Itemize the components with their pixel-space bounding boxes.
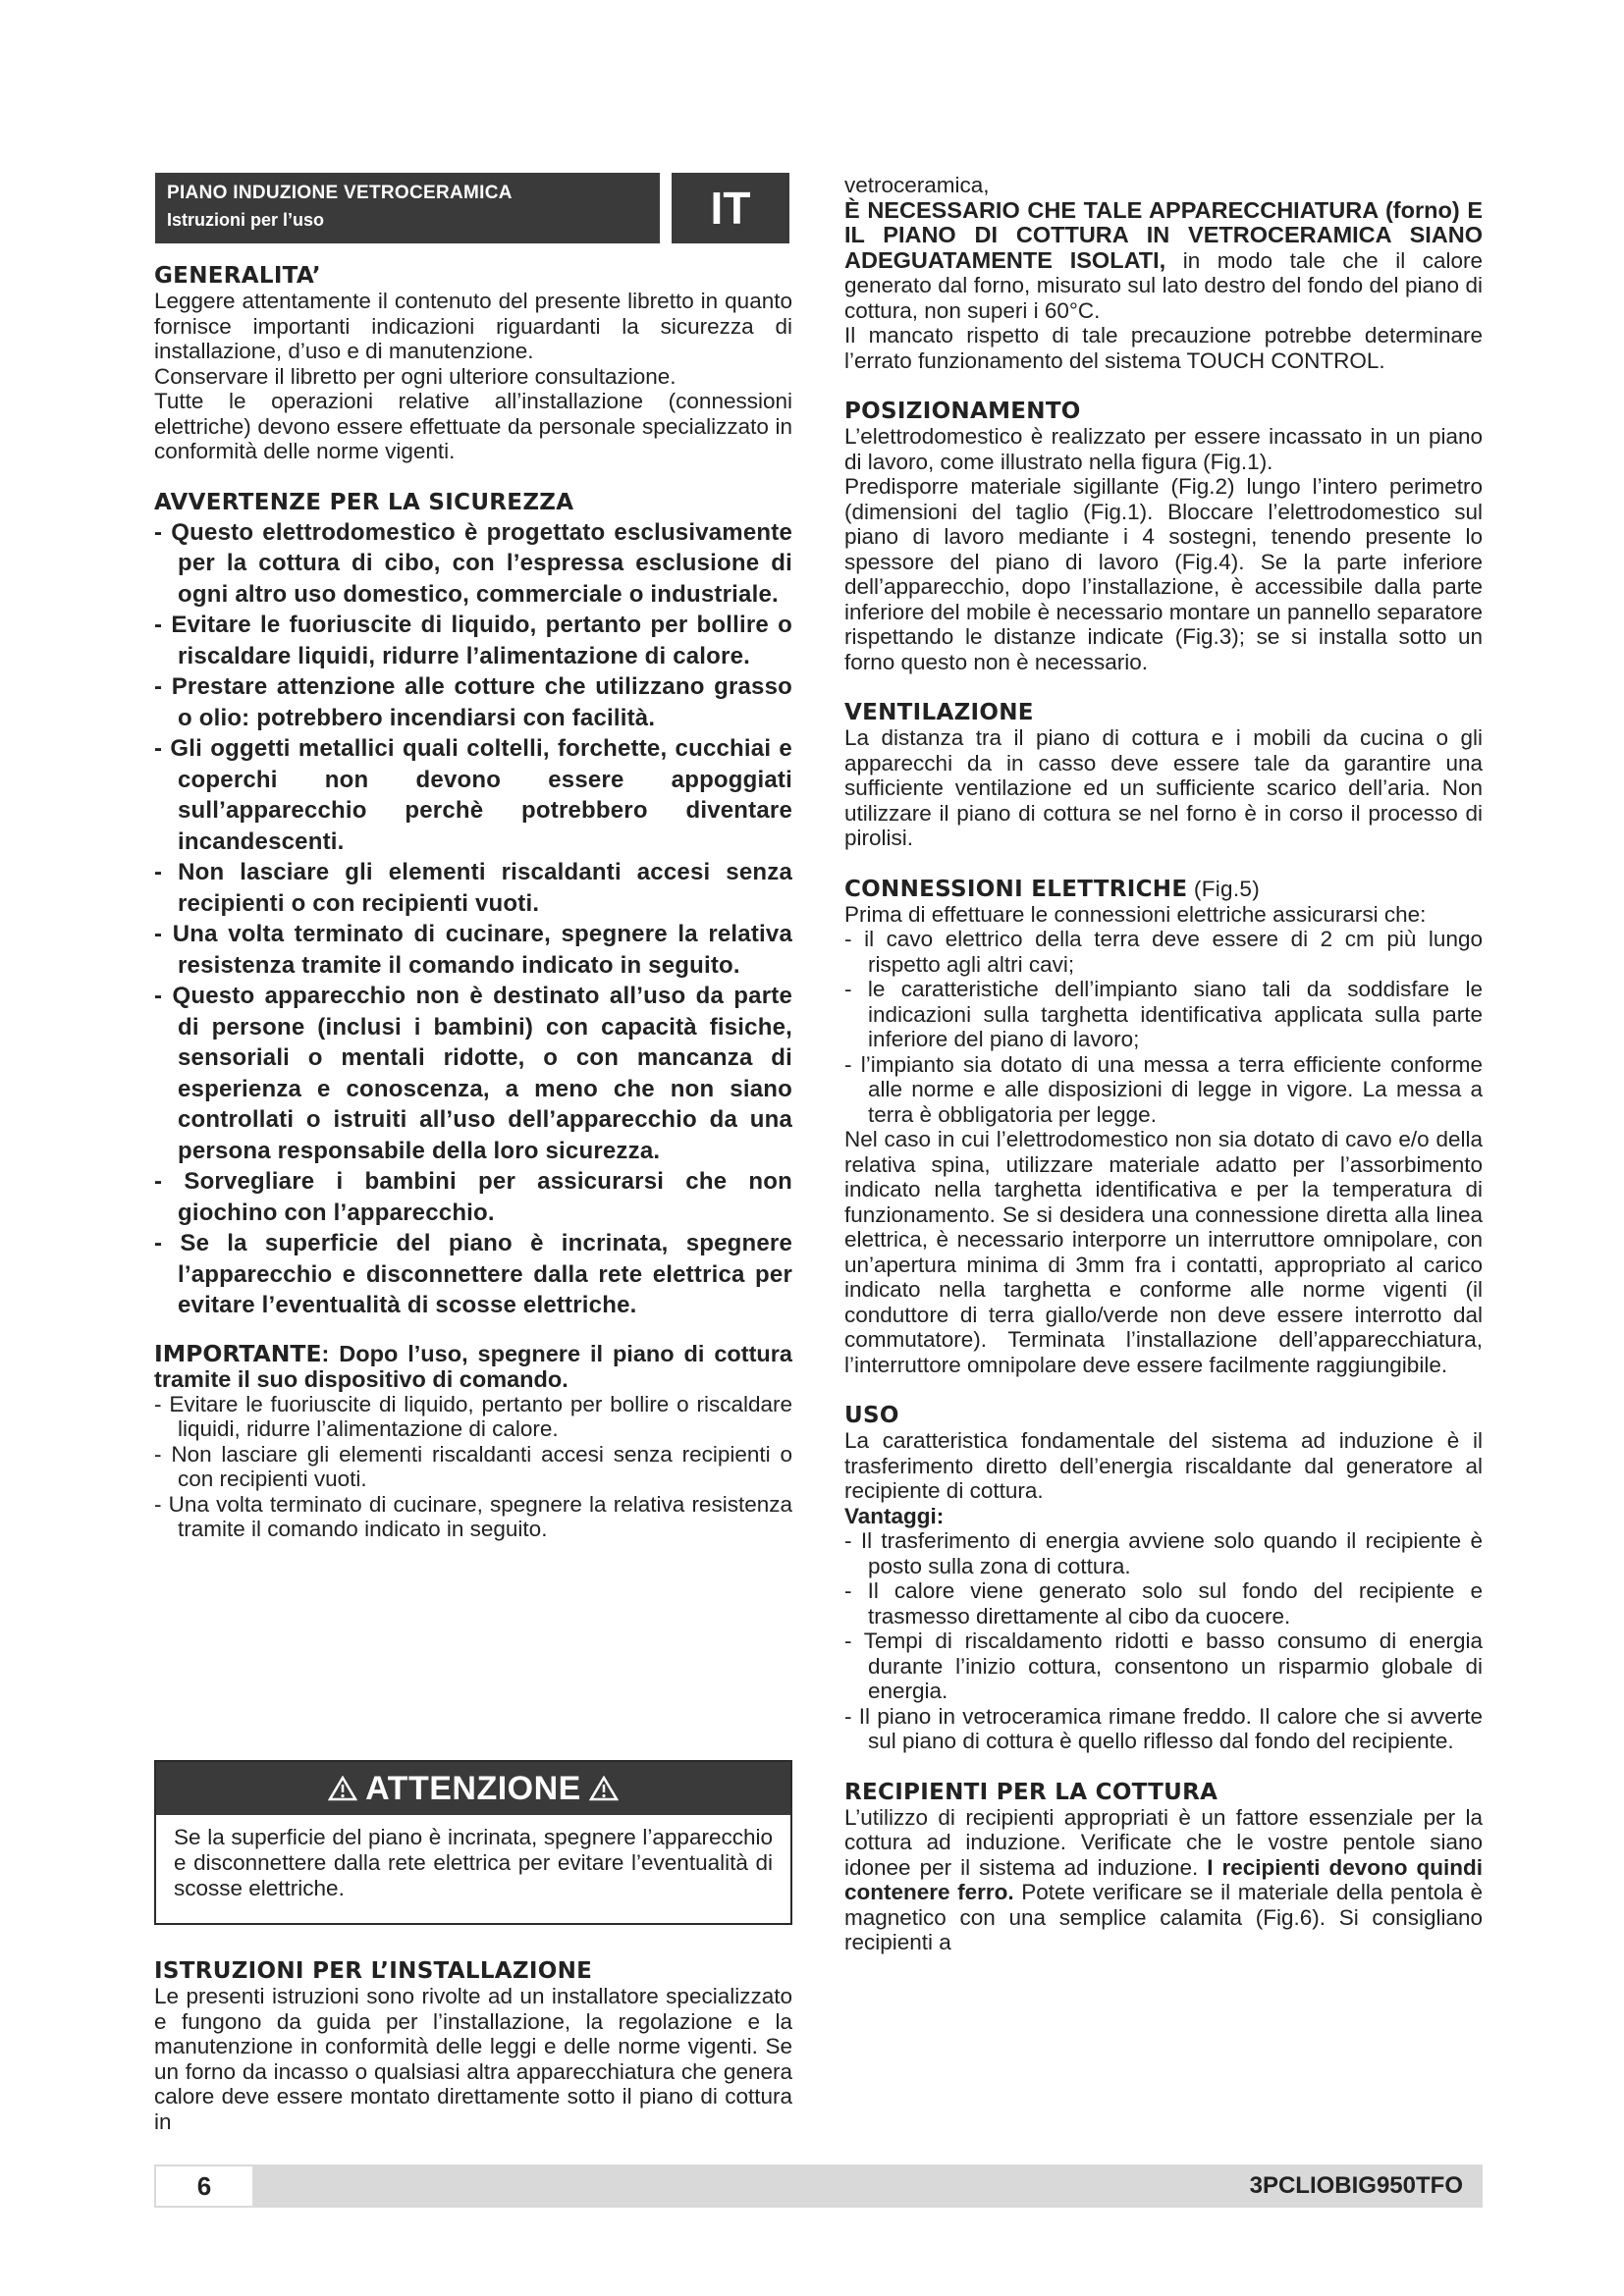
section-recipienti bbox=[844, 1780, 1483, 1955]
list-item: - Se la superficie del piano è incrinata, spegnere l’apparecchio e disconnettere dalla rete elettrica per evitare l’eventualità di scosse elettriche. bbox=[154, 1230, 792, 1318]
section-connessioni bbox=[844, 877, 1483, 1378]
page-number: 6 bbox=[154, 2164, 254, 2208]
paragraph: L’elettrodomestico è realizzato per essere incassato in un piano di lavoro, come illustrato nella figura (Fig.1). bbox=[844, 424, 1483, 474]
heading-suffix: (Fig.5) bbox=[1187, 876, 1261, 901]
paragraph: Tutte le operazioni relative all’installazione (connessioni elettriche) devono essere effettuate da personale specializzato in conformità delle norme vigenti. bbox=[154, 389, 792, 463]
section-ventilazione bbox=[844, 700, 1483, 851]
section-installazione bbox=[154, 1958, 792, 2134]
section-continuation bbox=[844, 173, 1483, 373]
document-header bbox=[155, 173, 660, 243]
heading-posizionamento: POSIZIONAMENTO bbox=[844, 399, 1081, 424]
list-item: - Questo elettrodomestico è progettato esclusivamente per la cottura di cibo, con l’espressa esclusione di ogni altro uso domestico, commerciale o industriale. bbox=[154, 518, 792, 608]
paragraph: Leggere attentamente il contenuto del presente libretto in quanto fornisce importanti indicazioni riguardanti la sicurezza di installazione, d’uso e di manutenzione. bbox=[154, 289, 792, 363]
attention-box bbox=[154, 1760, 792, 1925]
attention-title: ATTENZIONE bbox=[365, 1769, 581, 1807]
list-item: - Evitare le fuoriuscite di liquido, pertanto per bollire o riscaldare liquidi, ridurre l’alimentazione di calore. bbox=[154, 1391, 792, 1441]
header-title: PIANO INDUZIONE VETROCERAMICA bbox=[167, 183, 513, 203]
vantaggi-list bbox=[844, 1528, 1483, 1754]
connessioni-list bbox=[844, 927, 1483, 1127]
list-item: - Una volta terminato di cucinare, spegnere la relativa resistenza tramite il comando indicato in seguito. bbox=[154, 1491, 792, 1541]
section-uso bbox=[844, 1403, 1483, 1754]
vantaggi-label: Vantaggi: bbox=[844, 1503, 945, 1528]
language-badge: IT bbox=[672, 173, 789, 243]
heading-avvertenze: AVVERTENZE PER LA SICUREZZA bbox=[154, 489, 574, 515]
importante-list bbox=[154, 1392, 792, 1542]
paragraph: Prima di effettuare le connessioni elettriche assicurarsi che: bbox=[844, 901, 1427, 927]
importante-text: : Dopo l’uso, spegnere il piano di cottura tramite il suo dispositivo di comando. bbox=[154, 1340, 792, 1392]
section-generalita bbox=[154, 263, 792, 464]
product-code: 3PCLIOBIG950TFO bbox=[1249, 2172, 1463, 2199]
bold-text: I recipienti devono quindi contenere ferro. bbox=[844, 1854, 1483, 1904]
list-item: - Questo apparecchio non è destinato all’uso da parte di persone (inclusi i bambini) con capacità fisiche, sensoriali o mentali ridotte, o con mancanza di esperienza e conoscenza, a meno che non siano controllati o istruiti all’uso dell’apparecchio da una persona responsabile della loro sicurezza. bbox=[154, 983, 792, 1164]
attention-header bbox=[156, 1762, 790, 1815]
list-item: - l’impianto sia dotato di una messa a terra efficiente conforme alle norme e alle disposizioni di legge in vigore. La messa a terra è obbligatoria per legge. bbox=[844, 1051, 1483, 1127]
heading-recipienti: RECIPIENTI PER LA COTTURA bbox=[844, 1779, 1218, 1805]
list-item: - Non lasciare gli elementi riscaldanti accesi senza recipienti o con recipienti vuoti. bbox=[154, 859, 792, 917]
paragraph: Conservare il libretto per ogni ulteriore consultazione. bbox=[154, 363, 677, 389]
list-item: - Il trasferimento di energia avviene solo quando il recipiente è posto sulla zona di cottura. bbox=[844, 1528, 1483, 1578]
list-item: - le caratteristiche dell’impianto siano tali da soddisfare le indicazioni sulla targhetta identificativa applicata sulla parte inferiore del piano di lavoro; bbox=[844, 977, 1483, 1051]
heading-ventilazione: VENTILAZIONE bbox=[844, 700, 1034, 725]
safety-warnings-list bbox=[154, 517, 792, 1321]
warning-triangle-icon bbox=[589, 1776, 619, 1801]
paragraph bbox=[844, 198, 1483, 324]
importante-title bbox=[154, 1341, 792, 1392]
paragraph: vetroceramica, bbox=[844, 173, 990, 197]
text: in modo tale che il calore generato dal forno, misurato sul lato destro del fondo del piano di cottura, non superi i 60°C. bbox=[844, 247, 1484, 323]
paragraph bbox=[844, 1805, 1483, 1955]
right-column bbox=[844, 173, 1483, 1981]
section-posizionamento bbox=[844, 399, 1483, 674]
paragraph: Il mancato rispetto di tale precauzione potrebbe determinare l’errato funzionamento del sistema TOUCH CONTROL. bbox=[844, 323, 1483, 373]
paragraph: Le presenti istruzioni sono rivolte ad un installatore specializzato e fungono da guida per l’installazione, la regolazione e la manutenzione in conformità delle leggi e delle norme vigenti. Se un forno da incasso o qualsiasi altra apparecchiatura che genera calore deve essere montato direttamente sotto il piano di cottura in bbox=[154, 1984, 792, 2134]
text: Potete verificare se il materiale della pentola è magnetico con una semplice calamita (Fig.6). Si consigliano recipienti a bbox=[844, 1880, 1483, 1954]
list-item: - Una volta terminato di cucinare, spegnere la relativa resistenza tramite il comando indicato in seguito. bbox=[154, 921, 792, 979]
list-item: - il cavo elettrico della terra deve essere di 2 cm più lungo rispetto agli altri cavi; bbox=[844, 927, 1483, 977]
section-avvertenze bbox=[154, 490, 792, 1321]
left-column bbox=[154, 263, 792, 1568]
list-item: - Il piano in vetroceramica rimane freddo. Il calore che si avverte sul piano di cottura è quello riflesso dal fondo del recipiente. bbox=[844, 1703, 1483, 1753]
list-item: - Gli oggetti metallici quali coltelli, forchette, cucchiai e coperchi non devono essere appoggiati sull’apparecchio perchè potrebbero diventare incandescenti. bbox=[154, 735, 792, 855]
list-item: - Non lasciare gli elementi riscaldanti accesi senza recipienti o con recipienti vuoti. bbox=[154, 1441, 792, 1491]
bold-text: È NECESSARIO CHE TALE APPARECCHIATURA (forno) E IL PIANO DI COTTURA IN VETROCERAMICA SIANO ADEGUATAMENTE ISOLATI, bbox=[844, 196, 1483, 273]
importante-label: IMPORTANTE bbox=[154, 1339, 322, 1367]
paragraph: La distanza tra il piano di cottura e i mobili da cucina o gli apparecchi da in casso deve essere tale da garantire una sufficiente ventilazione ed un sufficiente scarico dell’aria. Non utilizzare il piano di cottura se nel forno è in corso il processo di pirolisi. bbox=[844, 725, 1483, 850]
section-importante bbox=[154, 1341, 792, 1542]
header-subtitle: Istruzioni per l’uso bbox=[167, 210, 325, 230]
list-item: - Prestare attenzione alle cotture che utilizzano grasso o olio: potrebbero incendiarsi con facilità. bbox=[154, 673, 792, 731]
attention-text: Se la superficie del piano è incrinata, spegnere l’apparecchio e disconnettere dalla rete elettrica per evitare l’eventualità di scosse elettriche. bbox=[174, 1825, 773, 1900]
heading-connessioni bbox=[844, 877, 1483, 902]
heading-generalita: GENERALITA’ bbox=[154, 263, 321, 289]
list-item: - Sorvegliare i bambini per assicurarsi che non giochino con l’apparecchio. bbox=[154, 1168, 792, 1226]
paragraph: Predisporre materiale sigillante (Fig.2) lungo l’intero perimetro (dimensioni del taglio (Fig.1). Bloccare l’elettrodomestico sul piano di lavoro mediante i 4 sostegni, tenendo presente lo spessore del piano di lavoro (Fig.4). Se la parte inferiore dell’apparecchio, dopo l’installazione, è accessibile dalla parte inferiore del mobile è necessario montare un pannello separatore rispettando le distanze indicate (Fig.3); se si installa sotto un forno questo non è necessario. bbox=[844, 474, 1483, 674]
list-item: - Evitare le fuoriuscite di liquido, pertanto per bollire o riscaldare liquidi, ridurre l’alimentazione di calore. bbox=[154, 612, 792, 669]
paragraph: Nel caso in cui l’elettrodomestico non sia dotato di cavo e/o della relativa spina, utilizzare materiale adatto per l’assorbimento indicato nella targhetta identificativa e per la temperatura di funzionamento. Se si desidera una connessione diretta alla linea elettrica, è necessario interporre un interruttore omnipolare, con un’apertura minima di 3mm fra i contatti, appropriato al carico indicato nella targhetta e conforme alle norme vigenti (il conduttore di terra giallo/verde non deve essere interrotto dal commutatore). Terminata l’installazione dell’apparecchiatura, l’interruttore omnipolare deve essere facilmente raggiungibile. bbox=[844, 1127, 1483, 1377]
heading-text: CONNESSIONI ELETTRICHE bbox=[844, 876, 1188, 902]
paragraph: La caratteristica fondamentale del sistema ad induzione è il trasferimento diretto dell’energia riscaldante dal generatore al recipiente di cottura. bbox=[844, 1428, 1483, 1503]
list-item: - Il calore viene generato solo sul fondo del recipiente e trasmesso direttamente al cibo da cuocere. bbox=[844, 1578, 1483, 1629]
warning-triangle-icon bbox=[328, 1776, 357, 1801]
heading-uso: USO bbox=[844, 1403, 899, 1428]
heading-installazione: ISTRUZIONI PER L’INSTALLAZIONE bbox=[154, 1958, 593, 1984]
text: L’utilizzo di recipienti appropriati è un fattore essenziale per la cottura ad induzione. Verificate che le vostre pentole siano idonee per il sistema ad induzione. bbox=[844, 1804, 1483, 1880]
page-footer bbox=[154, 2164, 1483, 2208]
list-item: - Tempi di riscaldamento ridotti e basso consumo di energia durante l’inizio cottura, consentono un risparmio globale di energia. bbox=[844, 1629, 1483, 1703]
